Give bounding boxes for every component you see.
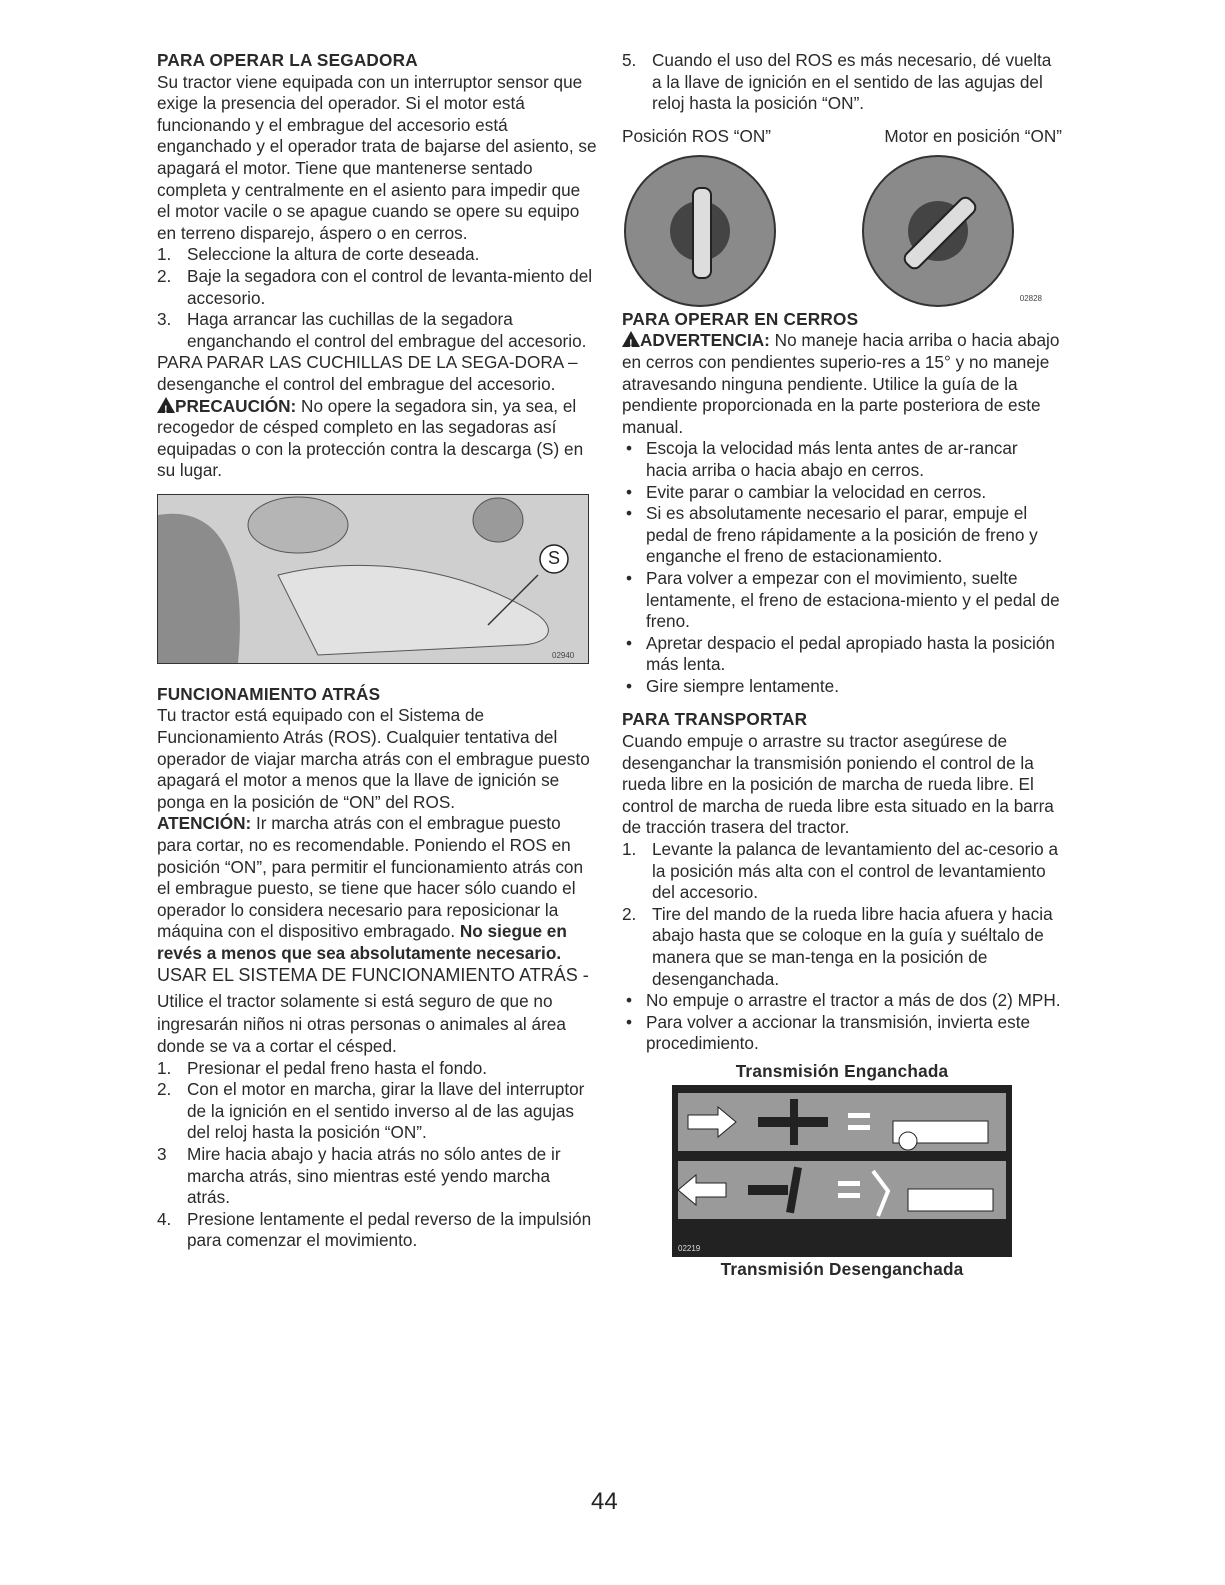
atencion-bold-text: No siegue en revés a menos que sea absolutamente necesario. [157, 921, 567, 963]
list-item: 2. Baje la segadora con el control de levanta-miento del accesorio. [157, 265, 593, 308]
warning-text: No maneje hacia arriba o hacia abajo en cerros con pendientes superio-res a 15° y no maneje atravesando ninguna pendiente. Utilice la guía de la pendiente proporcionada en la parte posteriora de este manual. [622, 330, 1060, 437]
figure-code: 02940 [552, 650, 575, 660]
discharge-guard-figure [157, 494, 589, 664]
stop-blades-text: PARA PARAR LAS CUCHILLAS DE LA SEGA-DORA – desenganche el control del embrague del accesorio. [157, 352, 578, 394]
atencion-label: ATENCIÓN: [157, 813, 252, 834]
list-item: • Para volver a accionar la transmisión, invierta este procedimiento. [626, 1011, 1031, 1054]
list-item: 4. Presione lentamente el pedal reverso de la impulsión para comenzar el movimiento. [157, 1208, 592, 1251]
list-item: • Gire siempre lentamente. [626, 675, 839, 696]
transport-steps-list [622, 839, 1062, 990]
list-item: 1. Seleccione la altura de corte deseada. [157, 244, 480, 265]
ignition-captions [622, 125, 1062, 147]
list-item: 5. Cuando el uso del ROS es más necesario, dé vuelta a la llave de ignición en el sentido de las agujas del reloj hasta la posición “ON”. [622, 50, 1052, 114]
mower-deck-illustration [158, 495, 588, 663]
use-ros-steps-list [157, 1058, 597, 1252]
atencion-text: Ir marcha atrás con el embrague puesto para cortar, no es recomendable. Poniendo el ROS en posición “ON”, para permitir el funcionamiento atrás con el embrague puesto, se tiene que hacer sólo cuando el operador lo considera necesario para reposicionar la máquina con el dispositivo embragado. [157, 813, 584, 942]
atencion-paragraph [157, 813, 597, 964]
list-item: • Apretar despacio el pedal apropiado hasta la posición más lenta. [626, 632, 1055, 675]
list-item: • Escoja la velocidad más lenta antes de ar-rancar hacia arriba o hacia abajo en cerros. [626, 438, 1018, 480]
transmission-figure [622, 1061, 1062, 1280]
caution-paragraph [157, 396, 597, 482]
warning-paragraph [622, 330, 1062, 438]
ignition-motor-on-icon [862, 155, 1014, 307]
warning-triangle-icon [622, 331, 640, 347]
list-item: 3. Haga arrancar las cuchillas de la segadora enganchando el control del embrague del accesorio. [157, 309, 587, 351]
list-item: • Si es absolutamente necesario el parar, empuje el pedal de freno rápidamente a la posición de freno y enganche el freno de estacionamiento. [626, 503, 1038, 567]
use-ros-text: Utilice el tractor solamente si está seguro de que no ingresarán niños ni otras personas o animales al área donde se va a cortar el césped. [157, 991, 566, 1057]
list-item: 1. Levante la palanca de levantamiento del ac-cesorio a la posición más alta con el control de levantamiento del accesorio. [622, 839, 1059, 903]
list-item: • Para volver a empezar con el movimiento, suelte lentamente, el freno de estaciona-miento y el pedal de freno. [626, 567, 1060, 632]
transport-text: Cuando empuje o arrastre su tractor asegúrese de desenganchar la transmisión poniendo el control de la rueda libre en la posición de marcha de rueda libre. El control de marcha de rueda libre esta situado en la barra de tracción trasera del tractor. [622, 731, 1054, 838]
hills-bullets-list [622, 438, 1062, 697]
page-number: 44 [591, 1488, 618, 1515]
figure-code: 02219 [678, 1243, 701, 1253]
ignition-ros-on-icon [624, 155, 776, 307]
caution-text: No opere la segadora sin, ya sea, el recogedor de césped completo en las segadoras así equipadas o con la protección contra la descarga (S) en su lugar. [157, 395, 584, 481]
transport-heading: PARA TRANSPORTAR [622, 709, 808, 730]
list-item: 1. Presionar el pedal freno hasta el fondo. [157, 1057, 488, 1078]
use-ros-heading: USAR EL SISTEMA DE FUNCIONAMIENTO ATRÁS - [157, 964, 589, 985]
operate-steps-list [157, 244, 597, 352]
caution-label: PRECAUCIÓN: [175, 395, 297, 416]
engaged-illustration [678, 1093, 1006, 1151]
figure-label-s: S [548, 547, 561, 568]
caption-ros-on: Posición ROS “ON” [622, 125, 771, 146]
list-item: • No empuje o arrastre el tractor a más de dos (2) MPH. [626, 990, 1061, 1011]
transport-bullets-list [622, 990, 1062, 1055]
operate-mower-heading: PARA OPERAR LA SEGADORA [157, 50, 418, 70]
reverse-text: Tu tractor está equipado con el Sistema de Funcionamiento Atrás (ROS). Cualquier tentativa del operador de viajar marcha atrás con el embrague puesto apagará el motor a menos que la llave de ignición se ponga en la posición de “ON” del ROS. [157, 705, 590, 812]
warning-triangle-icon [157, 397, 175, 413]
reverse-heading: FUNCIONAMIENTO ATRÁS [157, 683, 381, 704]
operate-mower-text: Su tractor viene equipada con un interruptor sensor que exige la presencia del operador. Si el motor está funcionando y el embrague del accesorio está enganchado y el operador trata de bajarse del asiento, se apagará el motor. Tiene que mantenerse sentado completa y centralmente en el asiento para impedir que el motor vacile o se apague cuando se opere su equipo en terreno disparejo, áspero o en cerros. [157, 71, 597, 243]
ignition-figure [622, 155, 1062, 303]
list-item: 2. Tire del mando de la rueda libre hacia afuera y hacia abajo hasta que se coloque en la guía y suéltalo de manera que se man-tenga en la posición de desenganchada. [622, 903, 1053, 989]
caption-motor-on: Motor en posición “ON” [884, 125, 1062, 146]
trans-disengaged-label: Transmisión Desenganchada [720, 1258, 964, 1279]
list-item: 2. Con el motor en marcha, girar la llave del interruptor de la ignición en el sentido inverso al de las agujas del reloj hasta la posición “ON”. [157, 1079, 585, 1143]
list-item: 3 Mire hacia abajo y hacia atrás no sólo antes de ir marcha atrás, sino mientras esté yendo marcha atrás. [157, 1144, 561, 1208]
hills-heading: PARA OPERAR EN CERROS [622, 308, 859, 329]
warning-label: ADVERTENCIA: [640, 330, 770, 351]
disengaged-illustration [678, 1161, 1006, 1219]
trans-engaged-label: Transmisión Enganchada [735, 1060, 949, 1081]
list-item: • Evite parar o cambiar la velocidad en cerros. [626, 481, 987, 502]
figure-code: 02828 [1019, 293, 1042, 303]
right-column [622, 50, 1062, 1280]
left-column [157, 50, 597, 1252]
